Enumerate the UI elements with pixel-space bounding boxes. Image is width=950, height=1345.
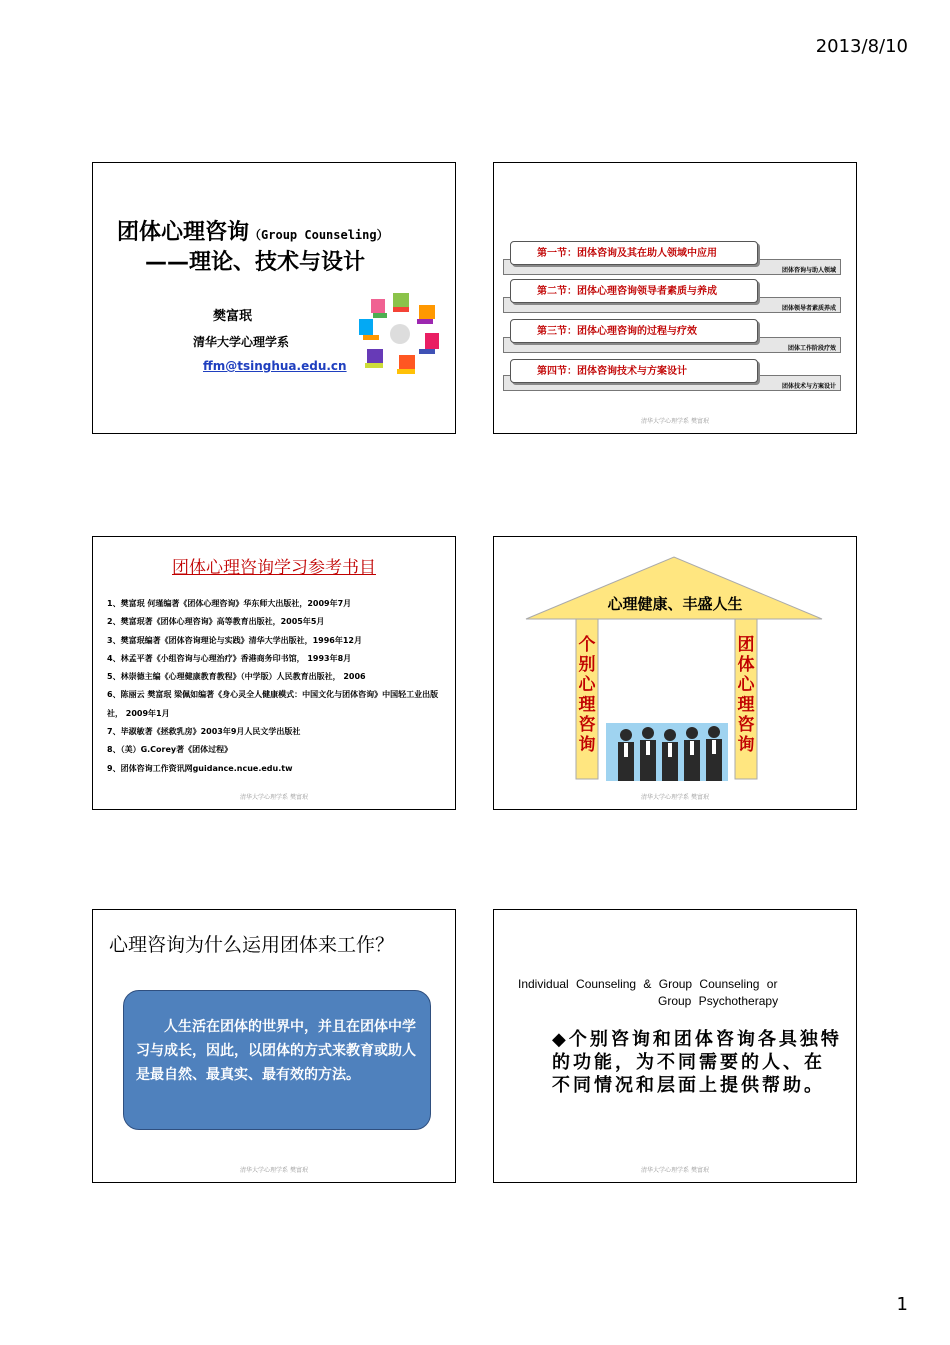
section-1: 第一节：团体咨询及其在助人领域中应用 (510, 241, 758, 265)
reference-item: 9、团体咨询工作资讯网guidance.ncue.edu.tw (107, 763, 293, 773)
english-heading-line-2: Group Psychotherapy (658, 994, 779, 1008)
slide-1-title (92, 162, 456, 434)
reference-item: 5、林崇德主编《心理健康教育教程》（中学版）人民教育出版社， 2006 (107, 672, 366, 682)
page-date: 2013/8/10 (815, 36, 908, 57)
slide-4-house-diagram (493, 536, 857, 810)
slide-footer: 清华大学心理学系 樊富珉 (641, 418, 709, 425)
right-pillar-label: 团体心理咨询 (737, 635, 755, 755)
slide-2-outline (493, 162, 857, 434)
references-title: 团体心理咨询学习参考书目 (172, 558, 376, 578)
slide-footer: 清华大学心理学系 樊富珉 (641, 794, 709, 801)
slide-footer: 清华大学心理学系 樊富珉 (240, 1167, 308, 1174)
slide-3-references (92, 536, 456, 810)
slide-1-subtitle: ——理论、技术与设计 (145, 250, 366, 275)
comparison-text: ◆个别咨询和团体咨询各具独特的功能，为不同需要的人、在不同情况和层面上提供帮助。 (552, 1029, 842, 1096)
left-pillar-label: 个别心理咨询 (578, 635, 596, 755)
reference-item: 6、陈丽云 樊富珉 梁佩如编著《身心灵全人健康模式：中国文化与团体咨询》中国轻工业出版社， 2009年1月 (107, 690, 439, 718)
roof-label: 心理健康、丰盛人生 (607, 595, 743, 613)
email-link[interactable]: ffm@tsinghua.edu.cn (203, 359, 347, 373)
english-heading-line-1: Individual Counseling & Group Counseling or (518, 977, 778, 991)
slide-footer: 清华大学心理学系 樊富珉 (240, 794, 308, 801)
title-english-text: （Group Counseling） (249, 228, 389, 242)
title-main-text: 团体心理咨询 (117, 220, 250, 245)
page-number: 1 (896, 1294, 908, 1315)
slide-5-title: 心理咨询为什么运用团体来工作？ (109, 934, 395, 956)
section-2: 第二节：团体心理咨询领导者素质与养成 (510, 279, 758, 303)
section-tag-3: 团体工作阶段疗效 (503, 337, 841, 353)
affiliation: 清华大学心理学系 (193, 335, 290, 349)
section-4: 第四节：团体咨询技术与方案设计 (510, 359, 758, 383)
references-list (107, 595, 447, 778)
slide-6-comparison (493, 909, 857, 1183)
chairs-illustration (355, 289, 445, 379)
reference-item: 4、林孟平著《小组咨询与心理治疗》香港商务印书馆， 1993年8月 (107, 653, 352, 663)
section-3: 第三节：团体心理咨询的过程与疗效 (510, 319, 758, 343)
section-tag-2: 团体领导者素质养成 (503, 297, 841, 313)
reference-item: 8、（美）G.Corey著《团体过程》 (107, 745, 233, 755)
reference-item: 7、毕淑敏著《拯救乳房》2003年9月人民文学出版社 (107, 727, 301, 737)
reference-item: 2、樊富珉著《团体心理咨询》高等教育出版社，2005年5月 (107, 617, 325, 627)
house-diagram (494, 537, 856, 809)
slide-footer: 清华大学心理学系 樊富珉 (641, 1167, 709, 1174)
slide-1-main-title (117, 215, 389, 246)
section-tag-1: 团体咨询与助人领域 (503, 259, 841, 275)
slide-5-why-group (92, 909, 456, 1183)
reference-item: 1、樊富珉 何瑾编著《团体心理咨询》华东师大出版社，2009年7月 (107, 599, 352, 608)
reference-item: 3、樊富珉编著《团体咨询理论与实践》清华大学出版社，1996年12月 (107, 635, 362, 645)
section-tag-4: 团体技术与方案设计 (503, 375, 841, 391)
quote-box: 人生活在团体的世界中，并且在团体中学习与成长，因此，以团体的方式来教育或助人是最自然、最真实、最有效的方法。 (123, 990, 431, 1130)
author-name: 樊富珉 (213, 309, 253, 324)
